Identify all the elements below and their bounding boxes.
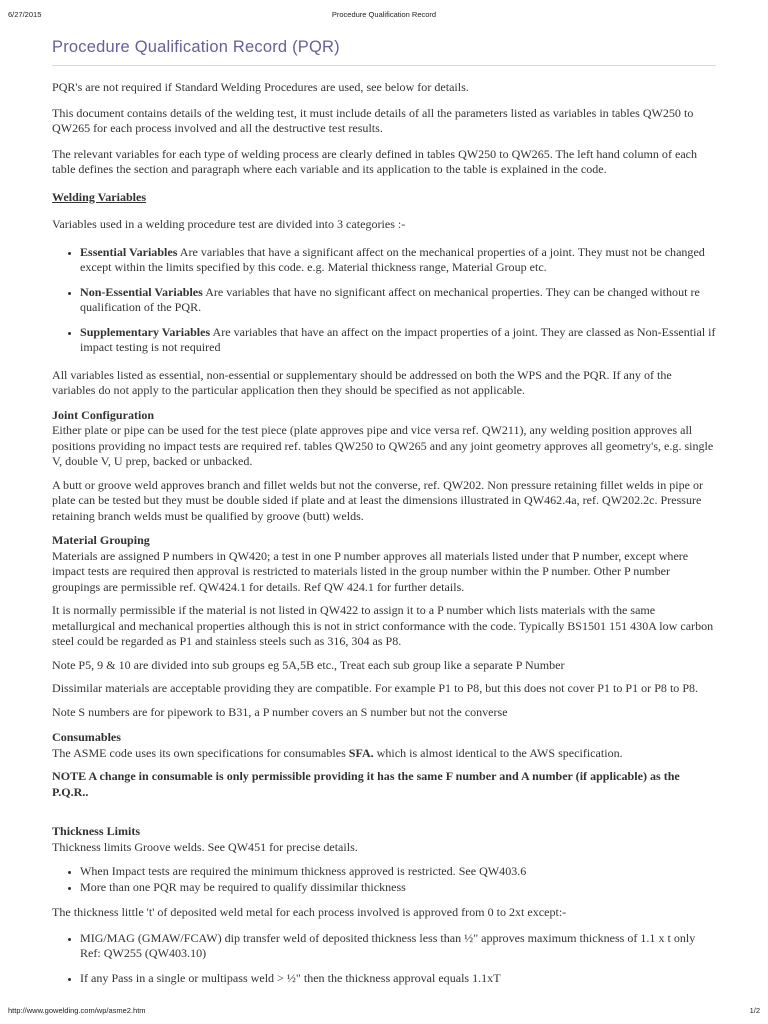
- consumables-text: which is almost identical to the AWS specification.: [373, 745, 623, 760]
- section-heading-consumables: Consumables: [52, 730, 121, 744]
- material-paragraph: Note P5, 9 & 10 are divided into sub groups eg 5A,5B etc., Treat each sub group like a separate P Number: [52, 657, 565, 672]
- welding-variables-intro: Variables used in a welding procedure test are divided into 3 categories :-: [52, 217, 406, 231]
- variable-description: Are variables that have a significant affect on the mechanical properties of a joint. They must not be changed except within the limits specified by this code. e.g. Material thickness range, Material Group etc.: [80, 244, 705, 274]
- page-number: 1/2: [749, 1006, 760, 1015]
- section-heading-thickness-limits: Thickness Limits: [52, 824, 141, 838]
- print-header: [8, 10, 760, 22]
- print-footer: [8, 1006, 760, 1018]
- joint-paragraph: Either plate or pipe can be used for the test piece (plate approves pipe and vice versa ref. QW211), any welding position approves all positions providing no impact tests are required ref. tables QW250 to QW265 and any joint geometry approves all geometry's, e.g. single V, double V, U prep, backed or unbacked.: [52, 423, 714, 468]
- variable-categories-list: [52, 245, 716, 356]
- thickness-list: [52, 864, 716, 895]
- intro-paragraph: PQR's are not required if Standard Welding Procedures are used, see below for details.: [52, 80, 469, 94]
- variable-description: Are variables that have no significant affect on mechanical properties. They can be changed without re qualification of the PQR.: [80, 284, 700, 314]
- document-content: [52, 38, 716, 986]
- section-heading-joint-configuration: Joint Configuration: [52, 407, 155, 422]
- list-item: [80, 245, 716, 276]
- consumables-paragraph: [52, 746, 716, 762]
- intro-paragraph: The relevant variables for each type of welding process are clearly defined in tables QW250 to QW265. The left hand column of each table defines the section and paragraph where each variable and its application to the table is explained in the code.: [52, 146, 698, 176]
- list-item: • More than one PQR may be required to qualify dissimilar thickness: [80, 880, 716, 896]
- deposit-thickness-paragraph: The thickness little 't' of deposited weld metal for each process involved is approved from 0 to 2xt except:-: [52, 905, 567, 919]
- section-heading-material-grouping: Material Grouping: [52, 533, 150, 547]
- variable-description: Are variables that have an affect on the impact properties of a joint. They are classed as Non-Essential if impact testing is not required: [80, 324, 716, 354]
- list-item: • If any Pass in a single or multipass weld > ½" then the thickness approval equals 1.1xT: [80, 971, 716, 987]
- variable-term: Essential Variables: [80, 244, 178, 259]
- list-item: • MIG/MAG (GMAW/FCAW) dip transfer weld of deposited thickness less than ½" approves maximum thickness of 1.1 x t only Ref: QW255 (QW403.10): [80, 931, 716, 962]
- sfa-term: SFA.: [348, 745, 374, 760]
- page-url-link[interactable]: http://www.gowelding.com/wp/asme2.htm: [8, 1006, 146, 1015]
- list-item: [80, 325, 716, 356]
- joint-paragraph: A butt or groove weld approves branch and fillet welds but not the converse, ref. QW202. Non pressure retaining fillet welds in pipe or plate can be tested but they must be double sided if plate and at least the dimensions illustrated in QW462.4a, ref. QW202.2c. Pressure retaining branch welds must be qualified by groove (butt) welds.: [52, 477, 704, 523]
- consumables-note: NOTE A change in consumable is only permissible providing it has the same F number and A number (if applicable) as the P.Q.R..: [52, 769, 680, 799]
- page-title: Procedure Qualification Record (PQR): [52, 38, 716, 66]
- thickness-intro: Thickness limits Groove welds. See QW451 for precise details.: [52, 839, 358, 854]
- thickness-exceptions-list: [52, 931, 716, 987]
- material-paragraph: Materials are assigned P numbers in QW420; a test in one P number approves all materials listed under that P number, except where impact tests are required then approval is restricted to materials listed in the group number within the P number. Other P number groupings are permissible ref. QW424.1 for details. Ref QW 424.1 for further details.: [52, 548, 689, 594]
- list-item: [80, 285, 716, 316]
- section-heading-welding-variables: Welding Variables: [52, 189, 147, 204]
- material-paragraph: Note S numbers are for pipework to B31, a P number covers an S number but not the converse: [52, 704, 508, 719]
- variable-term: Non-Essential Variables: [80, 284, 203, 299]
- document-body: [52, 80, 716, 986]
- variable-term: Supplementary Variables: [80, 324, 211, 339]
- welding-variables-outro: All variables listed as essential, non-essential or supplementary should be addressed on both the WPS and the PQR. If any of the variables do not apply to the particular application then they should be specified as not applicable.: [52, 367, 672, 397]
- print-date: 6/27/2015: [8, 10, 42, 19]
- material-paragraph: It is normally permissible if the material is not listed in QW422 to assign it to a P number which lists materials with the same metallurgical and mechanical properties although this is not in strict conformance with the code. Typically BS1501 151 430A low carbon steel could be regarded as P1 and stainless steels such as 316, 304 as P8.: [52, 603, 714, 648]
- list-item: • When Impact tests are required the minimum thickness approved is restricted. See QW403.6: [80, 864, 716, 880]
- material-paragraph: Dissimilar materials are acceptable providing they are compatible. For example P1 to P8, but this does not cover P1 to P1 or P8 to P8.: [52, 681, 699, 695]
- intro-paragraph: This document contains details of the welding test, it must include details of all the parameters listed as variables in tables QW250 to QW265 for each process involved and all the destructive test results.: [52, 105, 694, 135]
- consumables-text: The ASME code uses its own specifications for consumables: [52, 745, 349, 760]
- print-title: Procedure Qualification Record: [331, 10, 437, 19]
